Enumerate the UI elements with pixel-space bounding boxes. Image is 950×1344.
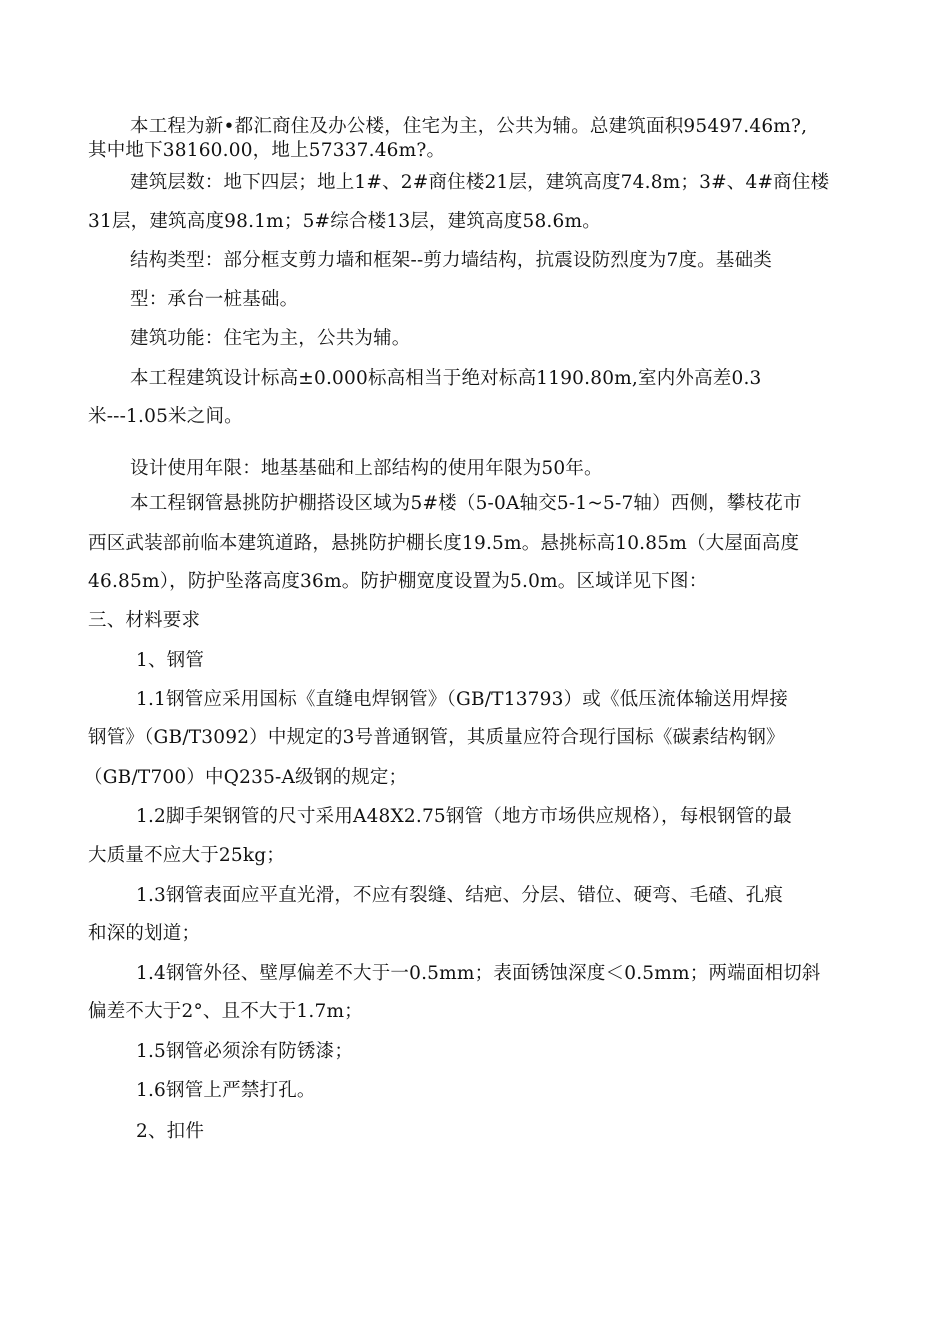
text-line: 建筑功能：住宅为主，公共为辅。 [130, 328, 411, 349]
text-line: 和深的划道； [88, 923, 201, 944]
text-line: （GB/T700）中Q235-A级钢的规定； [84, 767, 408, 788]
section-heading: 三、材料要求 [88, 610, 201, 631]
text-line: 本工程钢管悬挑防护棚搭设区域为5#楼（5-0A轴交5-1~5-7轴）西侧，攀枝花市 [130, 493, 802, 514]
text-line: 本工程建筑设计标高±0.000标高相当于绝对标高1190.80m,室内外高差0.3 [130, 368, 762, 389]
text-line: 钢管》（GB/T3092）中规定的3号普通钢管，其质量应符合现行国标《碳素结构钢》 [88, 727, 785, 748]
text-line: 西区武装部前临本建筑道路，悬挑防护棚长度19.5m。悬挑标高10.85m（大屋面高度 [88, 533, 800, 554]
text-line: 1.5钢管必须涂有防锈漆； [136, 1041, 354, 1062]
text-line: 型：承台一桩基础。 [130, 289, 299, 310]
text-line: 其中地下38160.00，地上57337.46m?。 [88, 140, 446, 161]
text-line: 米---1.05米之间。 [88, 406, 243, 427]
text-line: 1.3钢管表面应平直光滑，不应有裂缝、结疤、分层、错位、硬弯、毛碴、孔痕 [136, 885, 784, 906]
text-line: 46.85m），防护坠落高度36m。防护棚宽度设置为5.0m。区域详见下图： [88, 571, 708, 592]
text-line: 31层，建筑高度98.1m；5#综合楼13层，建筑高度58.6m。 [88, 211, 601, 232]
text-line: 本工程为新•都汇商住及办公楼，住宅为主，公共为辅。总建筑面积95497.46m?, [130, 116, 808, 137]
text-line: 建筑层数：地下四层；地上1#、2#商住楼21层，建筑高度74.8m；3#、4#商住楼 [130, 172, 830, 193]
text-line: 1.6钢管上严禁打孔。 [136, 1080, 316, 1101]
text-line: 设计使用年限：地基基础和上部结构的使用年限为50年。 [130, 458, 603, 479]
text-line: 1.4钢管外径、壁厚偏差不大于一0.5mm；表面锈蚀深度＜0.5mm；两端面相切斜 [136, 963, 821, 984]
text-line: 1.2脚手架钢管的尺寸采用A48X2.75钢管（地方市场供应规格），每根钢管的最 [136, 806, 792, 827]
subsection-heading: 1、钢管 [136, 650, 205, 671]
text-line: 1.1钢管应采用国标《直缝电焊钢管》（GB/T13793）或《低压流体输送用焊接 [136, 689, 788, 710]
text-line: 结构类型：部分框支剪力墙和框架--剪力墙结构，抗震设防烈度为7度。基础类 [130, 250, 772, 271]
text-line: 大质量不应大于25kg； [88, 845, 285, 866]
subsection-heading: 2、扣件 [136, 1121, 205, 1142]
text-line: 偏差不大于2°、且不大于1.7m； [88, 1001, 363, 1022]
